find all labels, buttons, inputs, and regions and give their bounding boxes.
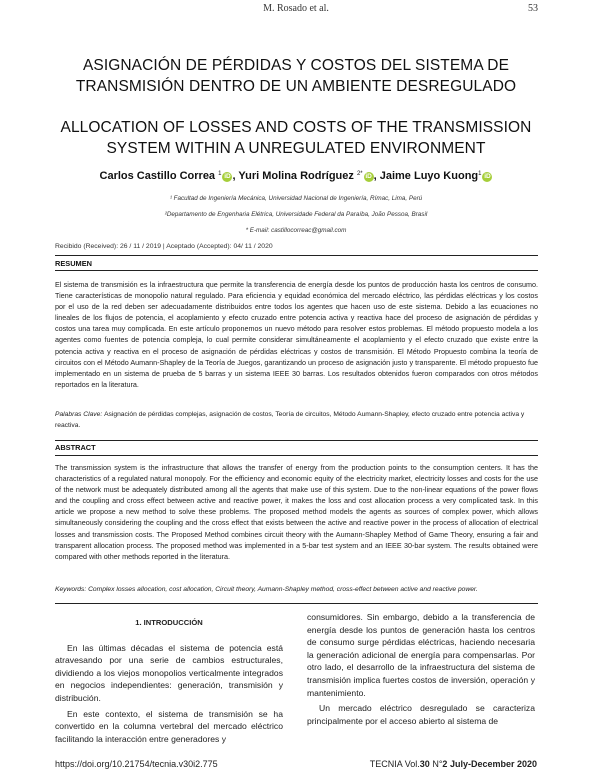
paragraph: En las últimas décadas el sistema de potencia está atravesando por una serie de cambios estructurales, dividiendo a los viejos monopolios verticalmente integrados en negocios independientes: generación, transmisión y distribución.: [55, 642, 283, 703]
paragraph: consumidores. Sin embargo, debido a la transferencia de energía desde los puntos de generación hasta los centros de consumo surge pérdidas eléctricas, haciendo necesaria la generación adicional de energía para compensarlas. Por otro lado, el desarrollo de la infraestructura del sistema de transmisión implica fuertes costos de inversión, operación y mantenimiento.: [307, 612, 535, 698]
author-affiliation-mark: 2*: [356, 171, 363, 177]
received-dates: Recibido (Received): 26 / 11 / 2019 | Aceptado (Accepted): 04/ 11 / 2020: [55, 243, 273, 250]
journal-citation: [370, 759, 537, 769]
orcid-icon[interactable]: iD: [484, 173, 491, 180]
keywords-label: Keywords:: [55, 586, 89, 593]
keywords: [55, 584, 538, 595]
keywords-label: Palabras Clave:: [55, 411, 105, 418]
abstract-body: The transmission system is the infrastructure that allows the transfer of energy from the production points to the consumption centers. It has the characteristics of a regulated natural monopoly. For the efficiency and economic equity of the electricity market, electricity losses and costs for the use of the network must be adequately distributed among all the agents that make use of this system. Due to the non-linear equations of the power flows and the coupling and cross effect between active and reactive power, it makes the loss and cost allocation process a very complicated task. In this article we propose a new method to solve these problems. The proposed method models the agents as sources of complex power, which allows simultaneously considering the coupling and the cross effect that exists between the active and reactive power in the process of allocation of electrical losses and transmission costs. The Proposed Method combines circuit theory with the Aumann-Shapley Method of Game Theory, ensuring a fair and transparent allocation process. The proposed method was implemented in a 5-bar test system and an IEEE 30-bar system. The results obtained were compared with other methods reported in the literatura.: [55, 463, 538, 561]
section-rule: [55, 455, 538, 456]
journal-volume: 30: [419, 759, 430, 769]
title-en-line-2: SYSTEM WITHIN A UNREGULATED ENVIRONMENT: [106, 140, 486, 157]
orcid-icon[interactable]: iD: [224, 173, 231, 180]
paragraph: En este contexto, el sistema de transmisión se ha convertido en la columna vertebral del mercado eléctrico facilitando la interacción entre generadores y: [55, 708, 283, 744]
affiliation-2: ²Departamento de Engenharia Elétrica, Universidade Federal da Paraíba, João Pessoa, Brasil: [164, 211, 428, 218]
doi-link[interactable]: https://doi.org/10.21754/tecnia.v30i2.775: [55, 759, 218, 769]
author-name: Jaime Luyo Kuong: [379, 170, 479, 182]
journal-mid: N°: [429, 759, 443, 769]
title-en-line-1: ALLOCATION OF LOSSES AND COSTS OF THE TRANSMISSION: [60, 119, 532, 136]
palabras-clave: [55, 409, 538, 431]
author-name: Yuri Molina Rodríguez: [238, 170, 357, 182]
section-rule: [55, 255, 538, 256]
section-rule: [55, 440, 538, 441]
introduction-heading: 1. INTRODUCCIÓN: [135, 618, 203, 627]
section-rule: [55, 270, 538, 271]
author-name: Carlos Castillo Correa: [99, 170, 219, 182]
title-spanish: [40, 55, 552, 97]
journal-number: 2: [442, 759, 448, 769]
title-english: [40, 117, 552, 159]
section-rule: [55, 603, 538, 604]
title-es-line-2: TRANSMISIÓN DENTRO DE UN AMBIENTE DESREGULADO: [75, 78, 517, 95]
resumen-body: El sistema de transmisión es la infraestructura que permite la transferencia de energía desde los puntos de producción hasta los centros de consumo. Tiene características de monopolio natural regulado. Para eficiencia y equidad económica del mercado eléctrico, las pérdidas eléctricas y los costos por el uso de la red deben ser adecuadamente distribuidos entre todos los agentes que hacen uso de este sistema. Debido a las ecuaciones no lineales de los flujos de potencia, el acoplamiento y efecto cruzado entre potencia activa y reactiva hace del proceso de asignación de pérdidas y costos una tarea muy complicada. En este artículo proponemos un nuevo método para resolver estos problemas. El método propuesto modela a los agentes como fuentes de potencia compleja, lo cual permite considerar simultáneamente el acoplamiento y el efecto cruzado que existe entre la potencia activa y reactiva en el proceso de asignación de pérdidas eléctricas y costos de transmisión. El Método Propuesto combina la teoría de circuitos con el Método Aumann-Shapley de la Teoría de Juegos, garantizando un proceso de asignación justo y transparente. El método propuesto fue implementado en un sistema de prueba de 5 barras y un sistema IEEE 30 barras. Los resultados obtenidos fueron comparados con otros métodos reportados en la literatura.: [55, 280, 538, 389]
author-list: Carlos Castillo Correa $^1$ iD , Yuri Molina Rodríguez $^{2*}$ iD , Jaime Luyo Kuong$^1$ iD: [99, 170, 491, 182]
contact-email[interactable]: * E-mail: castillocorreac@gmail.com: [245, 227, 347, 234]
orcid-icon[interactable]: iD: [365, 173, 372, 180]
keywords-value: Asignación de pérdidas complejas, asignación de costos, Teoría de circuitos, Método Aumann-Shapley, efecto cruzado entre potencia activa y reactiva.: [55, 411, 525, 429]
running-head: M. Rosado et al.: [263, 3, 329, 14]
abstract-heading: ABSTRACT: [55, 443, 96, 452]
body-column-left: [55, 617, 283, 748]
body-column-right: [307, 611, 535, 730]
affiliation-1: ¹ Facultad de Ingeniería Mecánica, Universidad Nacional de Ingeniería, Rímac, Lima, Perú: [169, 195, 423, 202]
title-es-line-1: ASIGNACIÓN DE PÉRDIDAS Y COSTOS DEL SISTEMA DE: [82, 57, 510, 74]
paragraph: Un mercado eléctrico desregulado se caracteriza principalmente por el acceso abierto al sistema de: [307, 703, 535, 726]
journal-prefix: TECNIA Vol.: [369, 759, 420, 769]
page-number: 53: [528, 3, 538, 14]
resumen-heading: RESUMEN: [55, 259, 92, 268]
author-affiliation-mark: 1: [218, 171, 222, 177]
author-affiliation-mark: 1: [478, 171, 482, 177]
keywords-value: Complex losses allocation, cost allocation, Circuit theory, Aumann-Shapley method, cross-effect between active and reactive power.: [88, 586, 478, 593]
journal-suffix: July-December 2020: [447, 759, 537, 769]
